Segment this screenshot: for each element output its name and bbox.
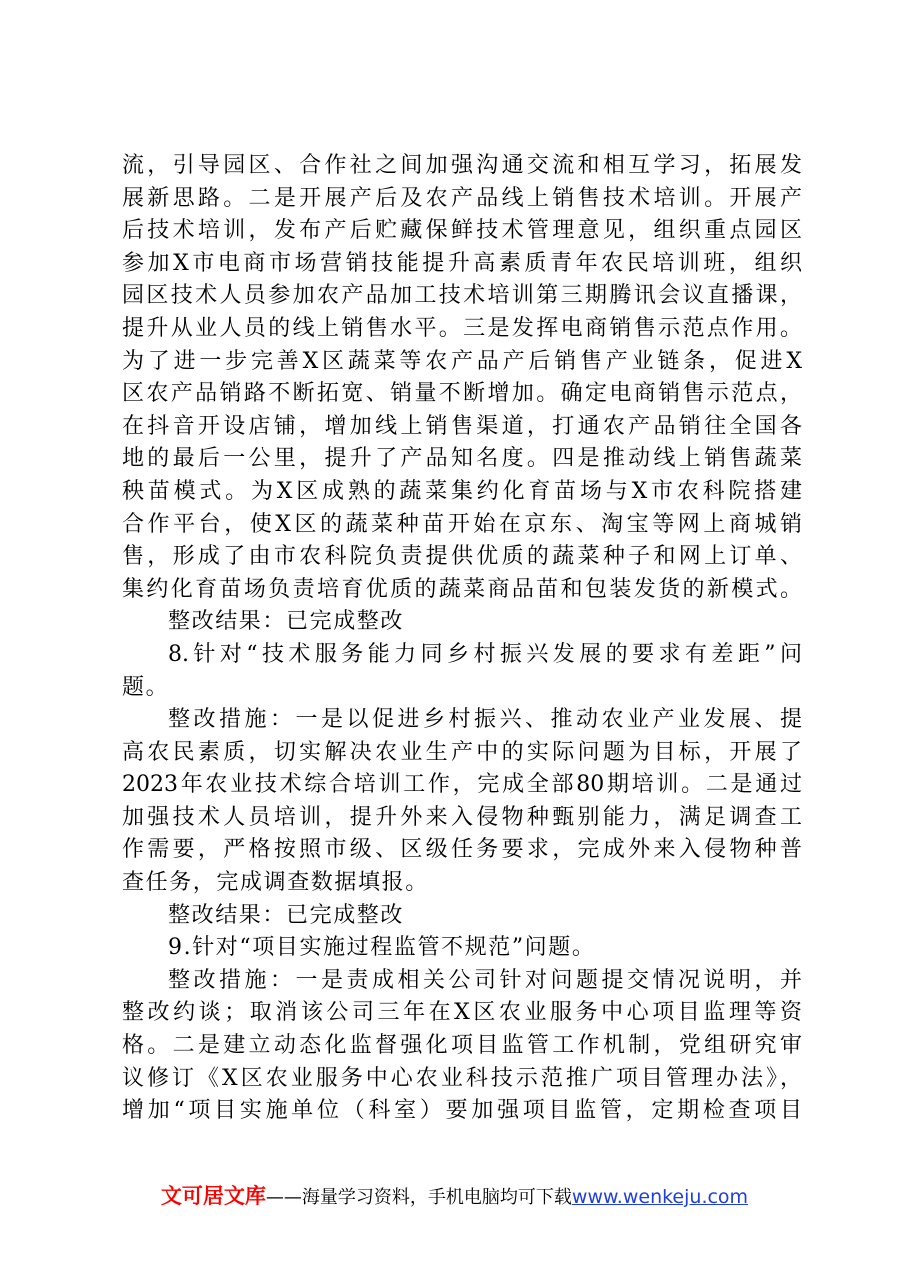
paragraph-line: 展新思路。二是开展产后及农产品线上销售技术培训。开展产 — [122, 185, 802, 211]
paragraph-line: 整改措施：一是以促进乡村振兴、推动农业产业发展、提 — [168, 707, 802, 733]
paragraph-line: 为了进一步完善X区蔬菜等农产品产后销售产业链条，促进X — [122, 348, 802, 374]
section-heading-line: 8.针对“技术服务能力同乡村振兴发展的要求有差距”问 — [168, 641, 802, 667]
paragraph-line: 整改措施：一是责成相关公司针对问题提交情况说明，并 — [168, 967, 802, 993]
paragraph-line: 增加“项目实施单位（科室）要加强项目监管，定期检查项目 — [122, 1098, 802, 1124]
rectification-result-line: 整改结果：已完成整改 — [168, 609, 405, 635]
page-footer — [0, 1180, 909, 1214]
paragraph-line: 议修订《X区农业服务中心农业科技示范推广项目管理办法》， — [122, 1065, 802, 1091]
document-body — [122, 150, 802, 1128]
paragraph-line: 售，形成了由市农科院负责提供优质的蔬菜种子和网上订单、 — [122, 544, 802, 570]
paragraph-line: 合作平台，使X区的蔬菜种苗开始在京东、淘宝等网上商城销 — [122, 511, 802, 537]
section-heading-line: 题。 — [122, 674, 170, 700]
paragraph-line: 后技术培训，发布产后贮藏保鲜技术管理意见，组织重点园区 — [122, 218, 802, 244]
footer-brand: 文可居文库 — [160, 1184, 266, 1208]
rectification-result-line: 整改结果：已完成整改 — [168, 902, 405, 928]
paragraph-line: 流，引导园区、合作社之间加强沟通交流和相互学习，拓展发 — [122, 153, 802, 178]
paragraph-line: 整改约谈；取消该公司三年在X区农业服务中心项目监理等资 — [122, 1000, 802, 1026]
paragraph-line: 查任务，完成调查数据填报。 — [122, 870, 429, 896]
paragraph-line: 秧苗模式。为X区成熟的蔬菜集约化育苗场与X市农科院搭建 — [122, 478, 802, 504]
paragraph-line: 加强技术人员培训，提升外来入侵物种甄别能力，满足调查工 — [122, 804, 802, 830]
paragraph-line: 地的最后一公里，提升了产品知名度。四是推动线上销售蔬菜 — [122, 446, 802, 472]
paragraph-line: 在抖音开设店铺，增加线上销售渠道，打通农产品销往全国各 — [122, 413, 802, 439]
paragraph-line: 高农民素质，切实解决农业生产中的实际问题为目标，开展了 — [122, 739, 802, 765]
footer-website-link[interactable]: www.wenkeju.com — [571, 1186, 749, 1208]
footer-tagline: ——海量学习资料，手机电脑均可下载 — [265, 1187, 572, 1208]
paragraph-line: 作需要，严格按照市级、区级任务要求，完成外来入侵物种普 — [122, 837, 802, 863]
paragraph-line: 园区技术人员参加农产品加工技术培训第三期腾讯会议直播课， — [122, 283, 802, 309]
paragraph-line: 格。二是建立动态化监督强化项目监管工作机制，党组研究审 — [122, 1033, 802, 1059]
section-heading-line: 9.针对“项目实施过程监管不规范”问题。 — [168, 935, 596, 961]
paragraph-line: 参加X市电商市场营销技能提升高素质青年农民培训班，组织 — [122, 250, 802, 276]
paragraph-line: 提升从业人员的线上销售水平。三是发挥电商销售示范点作用。 — [122, 315, 802, 341]
paragraph-line: 2023年农业技术综合培训工作，完成全部80期培训。二是通过 — [122, 772, 802, 798]
paragraph-line: 集约化育苗场负责培育优质的蔬菜商品苗和包装发货的新模式。 — [122, 576, 802, 602]
paragraph-line: 区农产品销路不断拓宽、销量不断增加。确定电商销售示范点， — [122, 381, 802, 407]
